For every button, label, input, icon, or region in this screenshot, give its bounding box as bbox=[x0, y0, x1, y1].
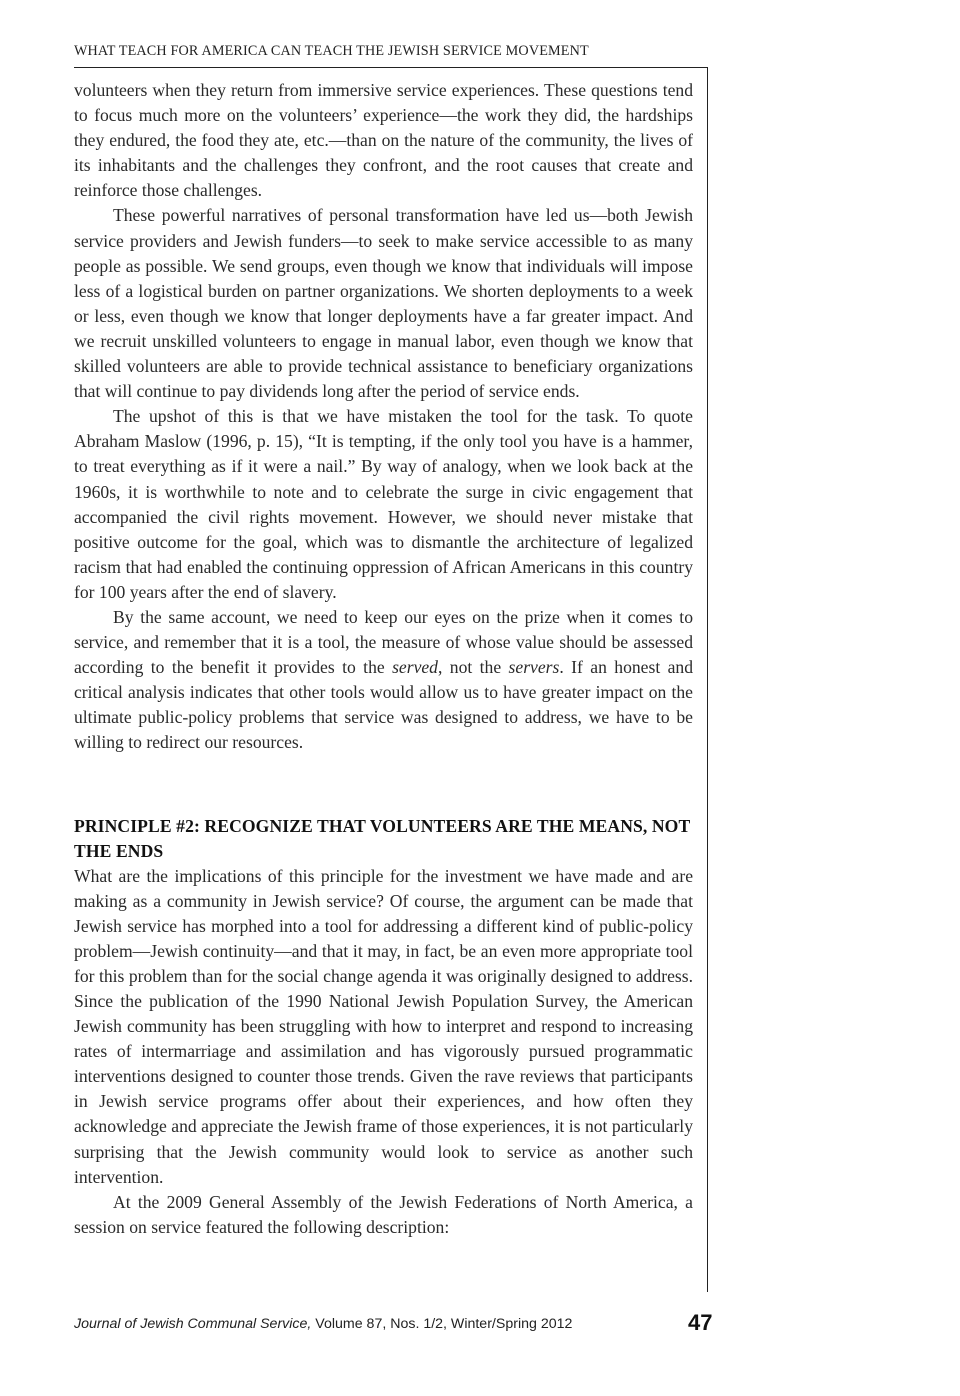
paragraph-text: By the same account, we need to keep our eyes on the prize when it comes to service, and remember that it is a tool, the measure of whose value should be assessed according to the benefit it provides to the bbox=[74, 606, 693, 678]
paragraph bbox=[74, 605, 693, 756]
header-rule bbox=[74, 67, 708, 68]
section-heading: PRINCIPLE #2: RECOGNIZE THAT VOLUNTEERS ARE THE MEANS, NOT THE ENDS bbox=[74, 815, 690, 861]
paragraph-text: . If an honest and critical analysis indicates that other tools would allow us to have greater impact on the ultimate public-policy problems that service was designed to address, we have to be willing to redirect our resources. bbox=[74, 657, 693, 753]
paragraph: These powerful narratives of personal transformation have led us—both Jewish service providers and Jewish funders—to seek to make service accessible to as many people as possible. We send groups, even though we know that individuals will impose less of a logistical burden on partner organizations. We shorten deployments to a week or less, even though we know that longer deployments have a far greater impact. And we recruit unskilled volunteers to engage in manual labor, even though we know that skilled volunteers are able to provide technical assistance to beneficiary organizations that will continue to pay dividends long after the period of service ends. bbox=[74, 205, 693, 402]
journal-title: Journal of Jewish Communal Service, bbox=[74, 1316, 312, 1332]
emphasis-servers: servers bbox=[508, 657, 560, 678]
margin-rule bbox=[707, 67, 708, 1292]
emphasis-served: served bbox=[392, 657, 438, 678]
paragraph-text: , not the bbox=[437, 657, 509, 678]
running-head: WHAT TEACH FOR AMERICA CAN TEACH THE JEWISH SERVICE MOVEMENT bbox=[74, 43, 589, 59]
paragraph: The upshot of this is that we have mistaken the tool for the task. To quote Abraham Maslow (1996, p. 15), “It is tempting, if the only tool you have is a hammer, to treat everything as if it were a nail.” By way of analogy, when we look back at the 1960s, it is worthwhile to note and to celebrate the surge in civic engagement that accompanied the civil rights movement. However, we should never mistake that positive outcome for the goal, which was to dismantle the architecture of legalized racism that had enabled the continuing oppression of African Americans in this country for 100 years after the end of slavery. bbox=[74, 406, 693, 602]
page-footer bbox=[74, 1316, 714, 1340]
journal-issue: Volume 87, Nos. 1/2, Winter/Spring 2012 bbox=[311, 1316, 573, 1332]
paragraph: At the 2009 General Assembly of the Jewish Federations of North America, a session on service featured the following description: bbox=[74, 1191, 693, 1237]
page-number: 47 bbox=[688, 1310, 713, 1335]
article-body bbox=[74, 78, 693, 1240]
paragraph: What are the implications of this principle for the investment we have made and are making as a community in Jewish service? Of course, the argument can be made that Jewish service has morphed into a tool for addressing a different kind of public-policy problem—Jewish continuity—and that it may, in fact, be an even more appropriate tool for this problem than for the social change agenda it was originally designed to address. Since the publication of the 1990 National Jewish Population Survey, the American Jewish community has been struggling with how to interpret and respond to increasing rates of intermarriage and assimilation and has vigorously pursued programmatic interventions designed to counter those trends. Given the rave reviews that participants in Jewish service programs offer about their experiences, and how often they acknowledge and appreciate the Jewish frame of those experiences, it is not particularly surprising that the Jewish community would look to service as another such intervention. bbox=[74, 865, 693, 1187]
paragraph: volunteers when they return from immersive service experiences. These questions tend to focus much more on the volunteers’ experience—the work they did, the hardships they endured, the food they ate, etc.—than on the nature of the community, the lives of its inhabitants and the challenges they confront, and the root causes that create and reinforce those challenges. bbox=[74, 80, 693, 201]
